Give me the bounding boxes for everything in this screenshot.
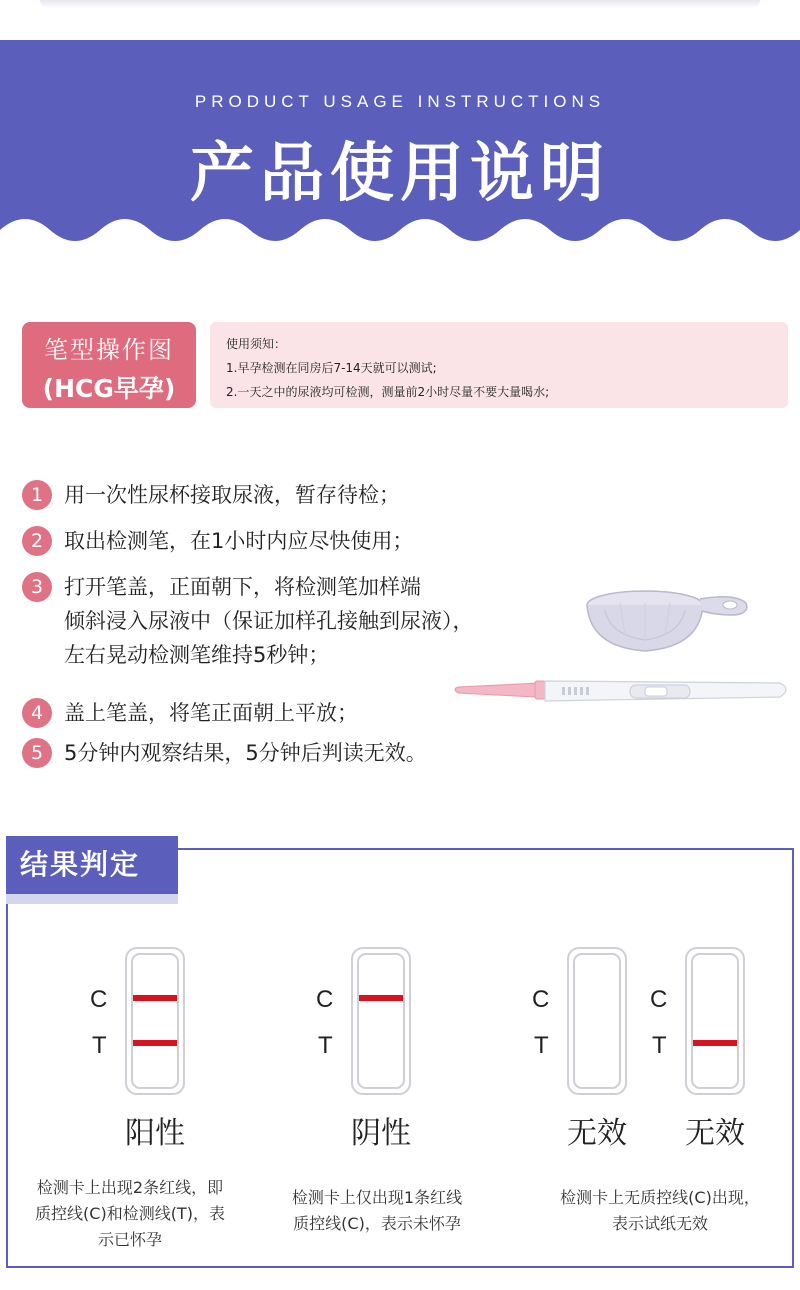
step-number: 1	[22, 480, 52, 510]
test-card-positive	[125, 947, 185, 1095]
c-label: C	[650, 986, 668, 1013]
step-number: 3	[22, 572, 52, 602]
step-item	[22, 570, 474, 672]
step-item	[22, 736, 427, 770]
step-item	[22, 696, 358, 730]
test-pen-icon	[455, 681, 786, 701]
test-line	[693, 1040, 737, 1046]
result-name: 无效	[685, 1116, 745, 1151]
test-line	[133, 1040, 177, 1046]
urine-cup-and-test-pen-icon	[450, 585, 795, 725]
operation-badge-subtitle: (HCG早孕)	[42, 374, 176, 403]
usage-notice	[210, 322, 788, 408]
header-banner	[0, 40, 800, 255]
step-number: 4	[22, 698, 52, 728]
t-label: T	[534, 1032, 549, 1059]
c-label: C	[316, 986, 334, 1013]
control-line	[133, 995, 177, 1001]
step-text: 打开笔盖，正面朝下，将检测笔加样端 倾斜浸入尿液中（保证加样孔接触到尿液）， 左右晃动检测笔维持5秒钟；	[64, 575, 474, 667]
notice-item: 1.早孕检测在同房后7-14天就可以测试;	[226, 361, 437, 375]
step-text: 用一次性尿杯接取尿液，暂存待检；	[64, 483, 400, 507]
operation-badge-title: 笔型操作图	[44, 336, 174, 364]
step-text: 盖上笔盖，将笔正面朝上平放；	[64, 701, 358, 725]
header-subtitle: PRODUCT USAGE INSTRUCTIONS	[194, 92, 606, 111]
operation-badge	[22, 322, 196, 408]
test-card-invalid-t-only	[685, 947, 745, 1095]
c-label: C	[532, 986, 550, 1013]
notice-heading: 使用须知：	[226, 337, 287, 351]
c-label: C	[90, 986, 108, 1013]
result-description-invalid: 检测卡上无质控线(C)出现， 表示试纸无效	[560, 1188, 760, 1233]
t-label: T	[652, 1032, 667, 1059]
result-name: 阴性	[351, 1116, 411, 1151]
result-description-negative: 检测卡上仅出现1条红线 质控线(C)，表示未怀孕	[291, 1188, 463, 1233]
urine-cup-icon	[587, 591, 747, 651]
test-card-invalid	[567, 947, 627, 1095]
result-name: 阳性	[125, 1116, 185, 1151]
step-item	[22, 478, 400, 512]
result-section-title: 结果判定	[6, 836, 178, 894]
step-number: 2	[22, 526, 52, 556]
result-name: 无效	[567, 1116, 627, 1151]
t-label: T	[318, 1032, 333, 1059]
notice-item: 2.一天之中的尿液均可检测，测量前2小时尽量不要大量喝水;	[226, 385, 550, 399]
test-card-negative	[351, 947, 411, 1095]
step-item	[22, 524, 413, 558]
step-text: 取出检测笔，在1小时内应尽快使用；	[64, 529, 414, 553]
product-illustration	[450, 585, 795, 725]
step-text: 5分钟内观察结果，5分钟后判读无效。	[64, 741, 427, 765]
t-label: T	[92, 1032, 107, 1059]
page-title: 产品使用说明	[190, 137, 610, 211]
top-shadow	[40, 0, 760, 8]
result-description-positive: 检测卡上出现2条红线，即 质控线(C)和检测线(T)，表 示已怀孕	[35, 1178, 225, 1249]
control-line	[359, 995, 403, 1001]
step-number: 5	[22, 738, 52, 768]
